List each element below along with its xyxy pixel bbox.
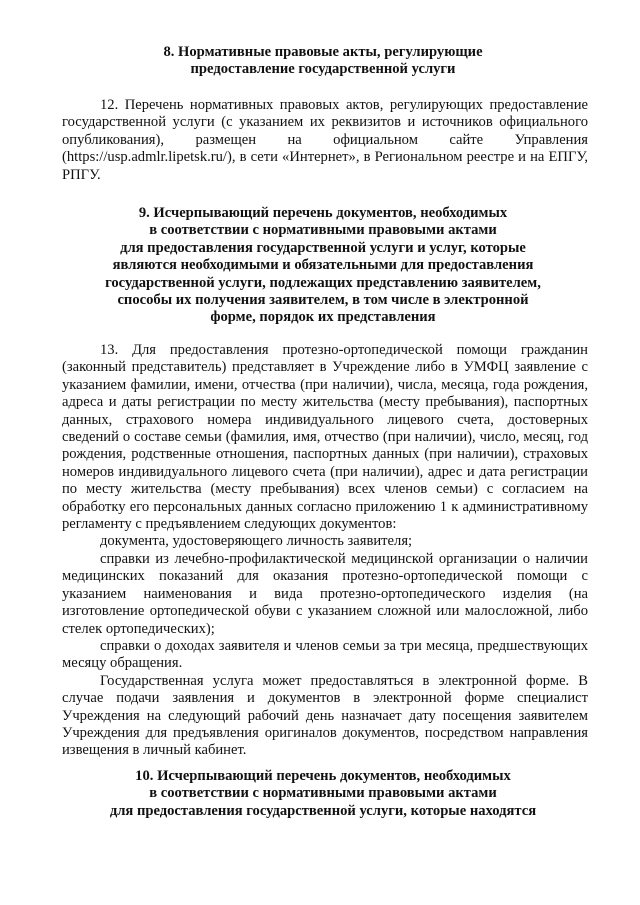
heading-line: в соответствии с нормативными правовыми актами [149,785,497,802]
heading-line: 10. Исчерпывающий перечень документов, необходимых [135,768,511,784]
heading-line: форме, порядок их представления [210,309,436,326]
heading-line: для предоставления государственной услуги, которые находятся [109,802,537,819]
section-10-heading [88,768,558,820]
list-item-income-certificate: справки о доходах заявителя и членов семьи за три месяца, предшествующих месяцу обращения. [62,637,588,672]
heading-line: в соответствии с нормативными правовыми актами [149,222,497,239]
heading-line: государственной услуги, подлежащих представлению заявителем, [105,274,541,291]
paragraph-13 [62,342,588,760]
heading-line: предоставление государственной услуги [190,61,456,78]
section-8-heading [88,44,558,79]
heading-line: 9. Исчерпывающий перечень документов, необходимых [138,205,508,221]
section-9-heading [88,205,558,327]
list-item-medical-certificate: справки из лечебно-профилактической медицинской организации о наличии медицинских показаний для оказания протезно-ортопедической помощи с указанием наименования и вида протезно-ортопедического изделия (на изготовление ортопедической обуви с указанием сложной или малосложной, либо стелек ортопедических); [62,550,588,637]
heading-line: способы их получения заявителем, в том числе в электронной [117,292,529,309]
heading-line: 8. Нормативные правовые акты, регулирующие [163,44,483,60]
heading-line: являются необходимыми и обязательными для предоставления [112,257,534,274]
list-item-identity-document: документа, удостоверяющего личность заявителя; [100,533,413,550]
paragraph-13-intro: 13. Для предоставления протезно-ортопедической помощи гражданин (законный представитель) представляет в Учреждение либо в УМФЦ заявление с указанием фамилии, имени, отчества (при наличии), числа, месяца, года рождения, адреса и даты регистрации по месту жительства (месту пребывания), паспортных данных, страхового номера индивидуального лицевого счета, достоверных сведений о составе семьи (фамилия, имя, отчество (при наличии), число, месяц, год рождения, родственные отношения, паспортных данных (при наличии), страховых номеров индивидуального лицевого счета (при наличии), адрес и дата регистрации по месту жительства (месту пребывания) всех членов семьи) с согласием на обработку его персональных данных согласно приложению 1 к административному регламенту с предъявлением следующих документов: [62,342,588,533]
paragraph-electronic-form: Государственная услуга может предоставляться в электронной форме. В случае подачи заявления и документов в электронной форме специалист Учреждения на следующий рабочий день назначает дату посещения заявителем Учреждения для предъявления оригиналов документов, посредством направления извещения в личный кабинет. [62,672,588,759]
paragraph-12: 12. Перечень нормативных правовых актов, регулирующих предоставление государственной услуги (с указанием их реквизитов и источников официального опубликования), размещен на официальном сайте Управления (https://usp.admlr.lipetsk.ru/), в сети «Интернет», в Региональном реестре и на ЕПГУ, РПГУ. [62,97,588,183]
heading-line: для предоставления государственной услуги и услуг, которые [120,239,526,256]
